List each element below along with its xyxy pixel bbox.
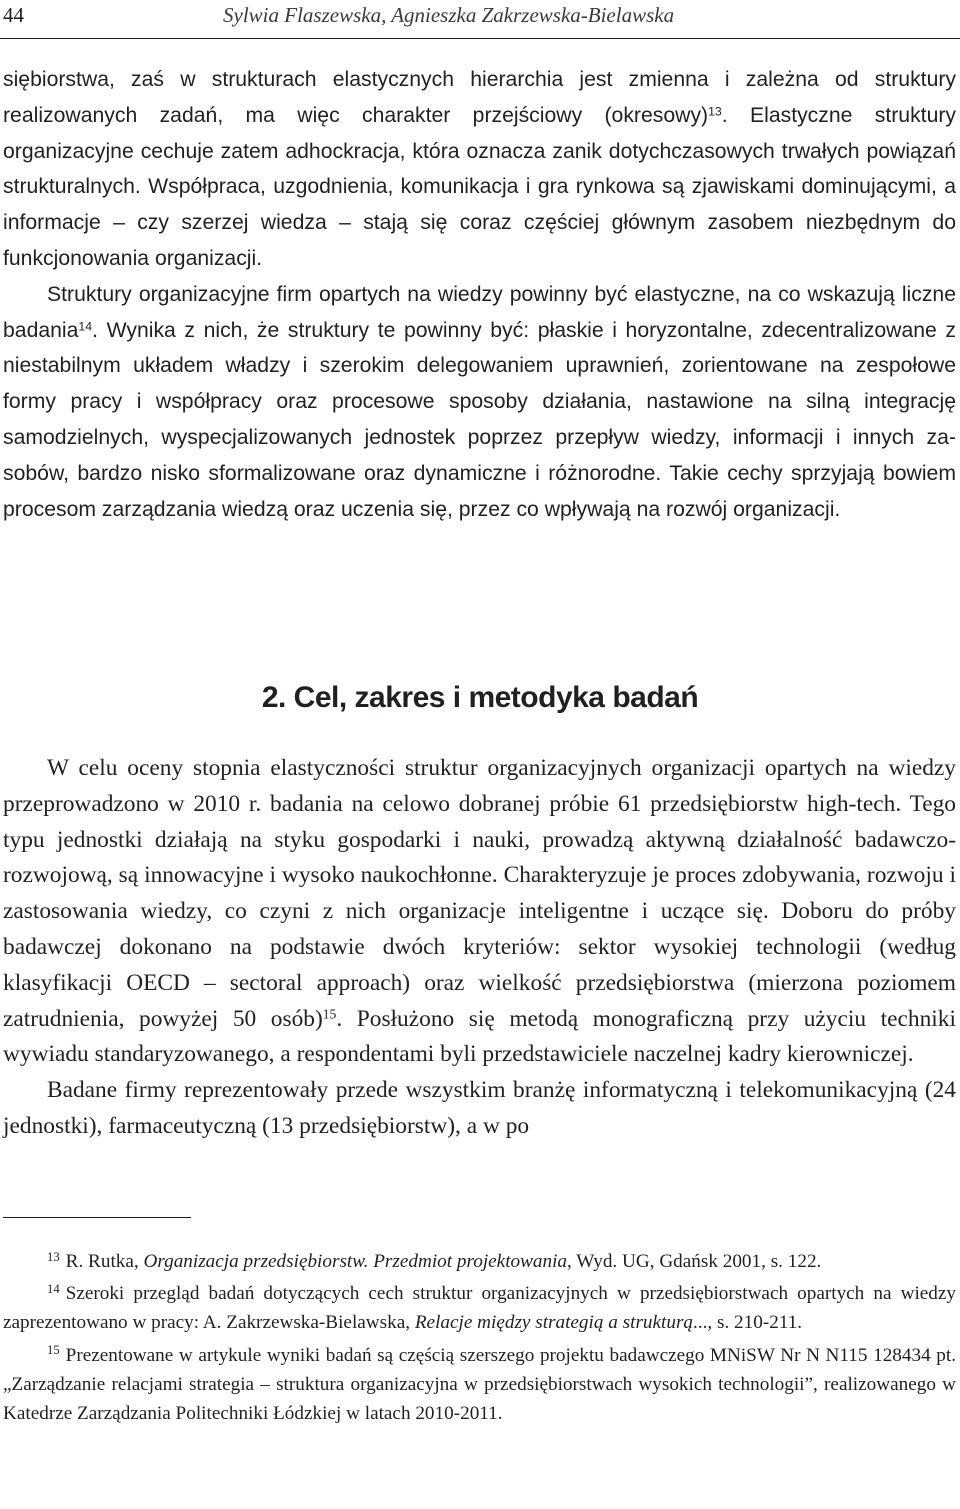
paragraph-2-text-b: . Wynika z nich, że struktury te powinny być: płaskie i horyzontalne, zdecentralizowane z niestabilnym układem władzy i szerokim delegowaniem uprawnień, zorientowane na zespołowe formy pracy i współpracy oraz procesowe sposoby działania, nastawione na silną integrację samodzielnych, wyspecjalizowanych jednostek poprzez przepływ wiedzy, informacji i innych zasobów, bardzo nisko sformalizowane oraz dynamiczne i różnorodne. Takie cechy sprzyjają bowiem procesom zarządzania wiedzą oraz uczenia się, przez co wpływają na rozwój organizacji. bbox=[3, 318, 956, 521]
paragraph-2-text-a: Struktury organizacyjne firm opartych na wiedzy powinny być elastyczne, na co wskazują liczne badania bbox=[3, 282, 956, 342]
paragraph-3 bbox=[3, 751, 956, 1073]
footnote-number: 13 bbox=[47, 1249, 60, 1264]
paragraph-1 bbox=[3, 62, 956, 277]
paragraph-3-text-b: . Posłużono się metodą monograficzną przy użyciu techniki wywiadu standaryzowanego, a respondentami byli przedstawiciele naczelnej kadry kierowniczej. bbox=[3, 1005, 956, 1068]
running-title: Sylwia Flaszewska, Agnieszka Zakrzewska-Bielawska bbox=[223, 3, 675, 27]
footnote-13 bbox=[3, 1247, 956, 1276]
footnote-ref-14[interactable]: 14 bbox=[78, 318, 93, 333]
page-number: 44 bbox=[3, 3, 24, 27]
footnote-15-text: Prezentowane w artykule wyniki badań są częścią szerszego projektu badawczego MNiSW Nr N N115 128434 pt. „Zarządzanie relacjami strategia – struktura organizacyjna w przedsiębiorstwach wysokich technologii”, realizowanego w Katedrze Zarządzania Politechniki Łódzkiej w latach 2010-2011. bbox=[3, 1344, 956, 1425]
paragraph-3-text-a: W celu oceny stopnia elastyczności struktur organizacyjnych organizacji opartych na wiedzy przeprowadzono w 2010 r. badania na celowo dobranej próbie 61 przedsiębiorstw high-tech. Tego typu jednostki działają na styku gospodarki i nauki, prowadzą aktywną działalność badawczo-rozwojową, są innowacyjne i wysoko naukochłonne. Charakteryzuje je proces zdobywania, rozwoju i zastosowania wiedzy, co czyni z nich organizacje inteligentne i uczące się. Doboru do próby badawczej dokonano na podstawie dwóch kryteriów: sektor wysokiej technologii (według klasyfikacji OECD – sectoral approach) oraz wielkość przedsiębiorstwa (mierzona poziomem zatrudnienia, powyżej 50 osób) bbox=[3, 755, 956, 1032]
paragraph-1-text-a: siębiorstwa, zaś w strukturach elastycznych hierarchia jest zmienna i zależna od struktury realizowanych zadań, ma więc charakter przejściowy (okresowy) bbox=[3, 68, 956, 127]
body-text-upper bbox=[3, 62, 956, 527]
page-header bbox=[3, 0, 957, 34]
footnote-15 bbox=[3, 1341, 956, 1429]
footnote-13-title: Organizacja przedsiębiorstw. Przedmiot projektowania bbox=[143, 1251, 568, 1272]
paragraph-2 bbox=[3, 277, 956, 528]
footnote-rule bbox=[3, 1217, 191, 1218]
footnote-14-text-a: Szeroki przegląd badań dotyczących cech struktur organizacyjnych w przedsiębiorstwach opartych na wiedzy zaprezentowano w pracy: A. Zakrzewska-Bielawska, bbox=[3, 1283, 956, 1334]
footnote-14 bbox=[3, 1279, 956, 1337]
footnote-number: 15 bbox=[47, 1343, 60, 1358]
footnote-ref-15[interactable]: 15 bbox=[322, 1006, 337, 1022]
paragraph-4-text: Badane firmy reprezentowały przede wszystkim branżę informatyczną i telekomunikacyjną (24 jednostki), farmaceutyczną (13 przedsiębiorstw), a w po bbox=[3, 1077, 956, 1139]
section-heading: 2. Cel, zakres i metodyka badań bbox=[261, 681, 699, 714]
footnote-14-text-b: ..., s. 210-211. bbox=[693, 1312, 803, 1334]
paragraph-4 bbox=[3, 1073, 956, 1145]
footnote-13-text-a: R. Rutka, bbox=[65, 1251, 144, 1272]
header-rule bbox=[0, 38, 960, 39]
footnote-ref-13[interactable]: 13 bbox=[708, 104, 722, 119]
footnote-number: 14 bbox=[47, 1281, 60, 1296]
footnote-14-title: Relacje między strategią a strukturą bbox=[414, 1312, 694, 1334]
footnote-13-text-b: , Wyd. UG, Gdańsk 2001, s. 122. bbox=[567, 1251, 822, 1272]
paragraph-1-text-b: . Elastyczne struktury organizacyjne cechuje zatem adhockracja, która oznacza zanik dotychczasowych trwałych powiązań strukturalnych. Współpraca, uzgodnienia, komunikacja i gra rynkowa są zjawiskami dominującymi, a informacje – czy szerzej wiedza – stają się coraz częściej głównym zasobem niezbędnym do funkcjonowania organizacji. bbox=[3, 103, 956, 270]
body-text-lower bbox=[3, 751, 956, 1145]
footnotes bbox=[3, 1247, 956, 1431]
